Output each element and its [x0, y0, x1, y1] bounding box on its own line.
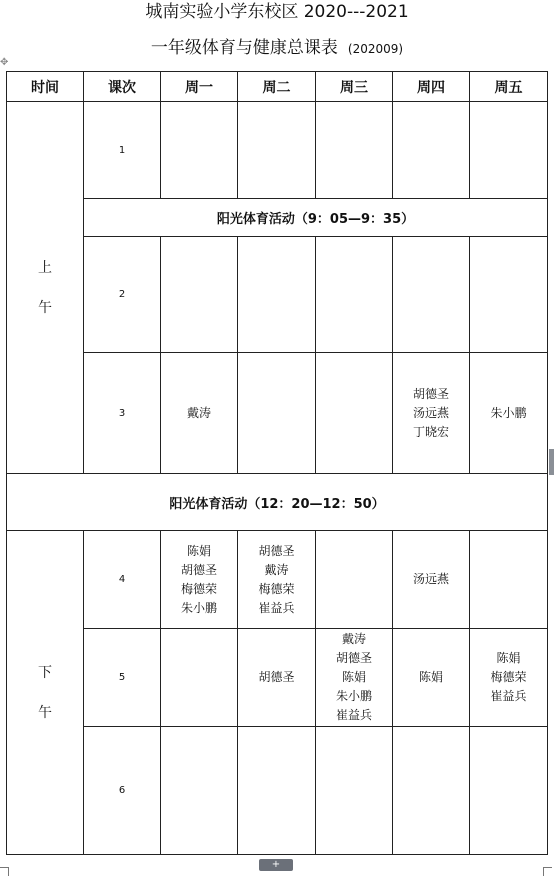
cell-r3-thu [393, 353, 470, 474]
cell-r3-tue [238, 353, 316, 474]
cell-r2-thu [393, 237, 470, 353]
cell-r4-wed [316, 531, 393, 629]
table-move-handle-icon[interactable]: ✥ [0, 57, 9, 68]
teacher-name: 梅德荣 [258, 581, 295, 596]
morning-label-2: 午 [38, 299, 52, 316]
cell-r3-wed [316, 353, 393, 474]
teacher-name: 戴涛 [341, 632, 366, 646]
noon-activity-row [7, 474, 548, 531]
cell-r1-fri [470, 102, 548, 199]
teacher-name: 崔益兵 [258, 600, 295, 615]
cell-r2-fri [470, 237, 548, 353]
schedule-table [6, 71, 548, 855]
page-corner-mark-right [543, 867, 552, 876]
lesson-number: 6 [84, 727, 161, 855]
cell-r5-mon [161, 629, 238, 727]
lesson-number: 5 [84, 629, 161, 727]
table-title-text: 一年级体育与健康总课表 [150, 38, 338, 58]
table-title-code: (202009) [347, 42, 404, 56]
teacher-name: 胡德圣 [335, 651, 372, 665]
lesson-row-2 [7, 237, 548, 353]
header-tuesday: 周二 [238, 72, 316, 102]
table-title [0, 36, 554, 61]
teacher-name: 汤远燕 [412, 405, 449, 420]
teacher-name: 陈娟 [496, 651, 521, 665]
lesson-row-3 [7, 353, 548, 474]
header-thursday: 周四 [393, 72, 470, 102]
cell-r6-thu [393, 727, 470, 855]
cell-r3-mon [161, 353, 238, 474]
morning-label-1: 上 [38, 259, 52, 276]
teacher-name: 胡德圣 [258, 543, 295, 558]
page-corner-mark-left [0, 867, 9, 876]
morning-label-cell [7, 102, 84, 474]
header-row [7, 72, 548, 102]
cell-r1-mon [161, 102, 238, 199]
teacher-name: 丁晓宏 [412, 424, 449, 439]
teacher-name: 陈娟 [341, 670, 366, 684]
afternoon-label-1: 下 [38, 664, 52, 681]
cell-r5-thu [393, 629, 470, 727]
add-row-button[interactable]: + [259, 859, 293, 871]
cell-r3-fri [470, 353, 548, 474]
teacher-name: 崔益兵 [335, 708, 372, 722]
lesson-number: 2 [84, 237, 161, 353]
cell-r6-wed [316, 727, 393, 855]
cell-r2-wed [316, 237, 393, 353]
teacher-name: 戴涛 [186, 405, 211, 420]
teacher-name: 朱小鹏 [490, 405, 527, 420]
afternoon-label-2: 午 [38, 704, 52, 721]
cell-r4-tue [238, 531, 316, 629]
teacher-name: 胡德圣 [412, 386, 449, 401]
cell-r2-tue [238, 237, 316, 353]
cell-r6-tue [238, 727, 316, 855]
noon-activity: 阳光体育活动（12：20—12：50） [7, 474, 548, 531]
header-time: 时间 [7, 72, 84, 102]
cell-r4-thu [393, 531, 470, 629]
cell-r6-fri [470, 727, 548, 855]
teacher-name: 陈娟 [418, 670, 443, 684]
lesson-row-4 [7, 531, 548, 629]
header-friday: 周五 [470, 72, 548, 102]
lesson-row-6 [7, 727, 548, 855]
morning-activity: 阳光体育活动（9：05—9：35） [84, 199, 548, 237]
teacher-name: 梅德荣 [490, 670, 527, 684]
side-scroll-tab[interactable] [549, 449, 554, 475]
teacher-name: 朱小鹏 [335, 689, 372, 703]
lesson-number: 4 [84, 531, 161, 629]
lesson-row-5 [7, 629, 548, 727]
lesson-number: 1 [84, 102, 161, 199]
teacher-name: 胡德圣 [180, 562, 217, 577]
teacher-name: 崔益兵 [490, 689, 527, 703]
cell-r1-thu [393, 102, 470, 199]
cell-r2-mon [161, 237, 238, 353]
cell-r5-wed [316, 629, 393, 727]
teacher-name: 胡德圣 [258, 670, 295, 684]
morning-activity-row [7, 199, 548, 237]
afternoon-label-cell [7, 531, 84, 855]
teacher-name: 汤远燕 [412, 572, 449, 586]
cell-r1-tue [238, 102, 316, 199]
header-monday: 周一 [161, 72, 238, 102]
teacher-name: 朱小鹏 [180, 600, 217, 615]
cell-r5-fri [470, 629, 548, 727]
header-wednesday: 周三 [316, 72, 393, 102]
teacher-name: 梅德荣 [180, 581, 217, 596]
lesson-row-1 [7, 102, 548, 199]
cell-r4-fri [470, 531, 548, 629]
teacher-name: 陈娟 [186, 543, 211, 558]
lesson-number: 3 [84, 353, 161, 474]
cell-r6-mon [161, 727, 238, 855]
teacher-name: 戴涛 [264, 562, 289, 577]
cell-r4-mon [161, 531, 238, 629]
document-title: 城南实验小学东校区 2020---2021 [145, 2, 409, 22]
cell-r5-tue [238, 629, 316, 727]
header-lesson: 课次 [84, 72, 161, 102]
cell-r1-wed [316, 102, 393, 199]
